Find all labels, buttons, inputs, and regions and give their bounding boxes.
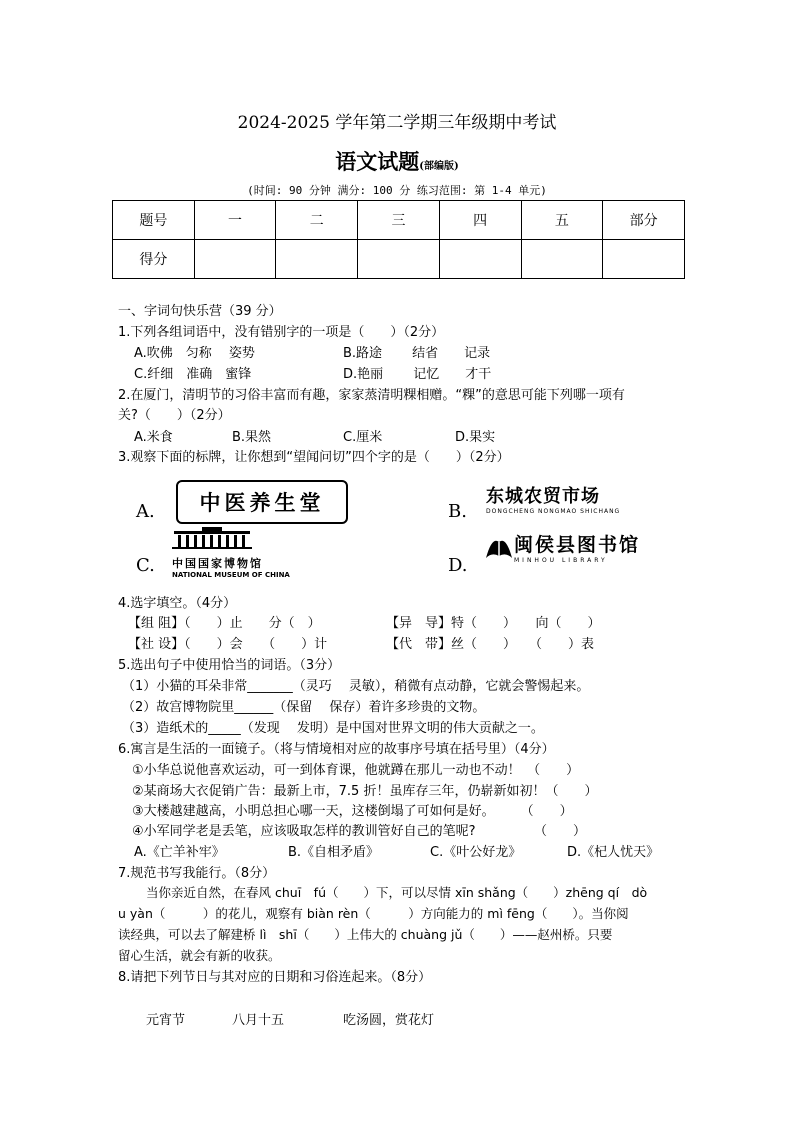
score-blank[interactable] [603,240,685,279]
score-cell: 部分 [603,201,685,240]
q7-paragraph-line1: 当你亲近自然，在春风 chuī fú（ ）下，可以尽情 xīn shǎng（ ）zhēng qí dò [146,885,648,900]
q4-line2a: 【社 设】（ ）会 （ ）计 [128,637,328,652]
library-sign-image [484,530,662,564]
q2-stem-cont: 关?（ ）（2分） [118,408,231,423]
market-sign-text: 东城农贸市场 [486,486,600,507]
tcm-sign-image: 中医养生堂 [176,480,348,524]
score-table-header-row [113,201,685,240]
q7-paragraph-line3: 读经典，可以去了解建桥 lì shī（ ）上伟大的 chuàng jǔ（ ）——赵州桥。只要 [118,927,613,942]
q8-custom: 吃汤圆，赏花灯 [343,1013,435,1028]
subtitle-text: 语文试题 [335,149,420,174]
q1-option-d: D.艳丽 记忆 才干 [343,367,492,382]
q6-option-c: C.《叶公好龙》 [430,845,522,860]
market-sign-pinyin: DONGCHENG NONGMAO SHICHANG [486,508,621,515]
book-icon [484,532,514,562]
q7-paragraph-line2: u yàn（ ）的花儿，观察有 biàn rèn（ ）方向能力的 mì fēng（ ）。当你阅 [118,906,629,921]
q6-item1: ①小华总说他喜欢运动，可一到体育课，他就蹲在那儿一动也不动！ （ ） [132,763,580,778]
museum-sign-image [172,527,316,579]
score-cell: 一 [194,201,276,240]
subtitle-note: (部编版) [419,161,459,172]
q6-item4: ④小军同学老是丢笔，应该吸取怎样的教训管好自己的笔呢? （ ） [132,824,587,839]
section-heading: 一、字词句快乐营（39 分） [118,304,282,319]
q5-stem: 5.选出句子中使用恰当的词语。（3分） [118,658,341,673]
score-cell: 四 [439,201,521,240]
q3-label-a: A. [136,501,155,522]
q2-stem: 2.在厦门，清明节的习俗丰富而有趣，家家蒸清明粿相赠。“粿”的意思可能下列哪一项有 [118,388,625,403]
q8-date: 八月十五 [232,1013,285,1028]
q4-line1a: 【组 阻】（ ）止 分（ ） [128,616,321,631]
q1-stem: 1.下列各组词语中，没有错别字的一项是（ ）（2分） [118,325,445,340]
q4-line1b: 【异 导】特（ ） 向（ ） [386,616,601,631]
library-sign-english: MINHOU LIBRARY [514,557,608,564]
q4-stem: 4.选字填空。（4分） [118,596,237,611]
q3-stem: 3.观察下面的标牌，让你想到“望闻问切”四个字的是（ ）（2分） [118,450,510,465]
score-cell: 五 [521,201,603,240]
score-blank[interactable] [358,240,440,279]
score-blank[interactable] [194,240,276,279]
score-cell: 二 [276,201,358,240]
score-table [112,200,685,279]
exam-subtitle [0,146,794,176]
museum-sign-english: NATIONAL MUSEUM OF CHINA [172,571,290,579]
q6-stem: 6.寓言是生活的一面镜子。（将与情境相对应的故事序号填在括号里）（4分） [118,742,555,757]
museum-sign-text: 中国国家博物馆 [172,557,263,570]
score-cell: 三 [358,201,440,240]
q1-option-c: C.纤细 准确 蜜锋 [134,367,252,382]
score-blank[interactable] [276,240,358,279]
q1-option-a: A.吹佛 匀称 姿势 [134,346,255,361]
q8-festival: 元宵节 [146,1013,186,1028]
q7-stem: 7.规范书写我能行。（8分） [118,866,276,881]
q6-item3: ③大楼越建越高，小明总担心哪一天，这楼倒塌了可如何是好。 （ ） [132,804,573,819]
q7-paragraph-line4: 留心生活，就会有新的收获。 [118,948,281,963]
q6-option-b: B.《自相矛盾》 [288,845,380,860]
score-cell: 题号 [113,201,195,240]
q5-sentence2: （2）故宫博物院里______（保留 保存）着许多珍贵的文物。 [122,700,486,715]
library-sign-text: 闽侯县图书馆 [514,534,641,556]
museum-building-icon [172,527,252,549]
q2-option-a: A.米食 [134,430,173,445]
score-label: 得分 [113,240,195,279]
q3-label-b: B. [448,501,467,522]
q5-sentence3: （3）造纸术的_____（发现 发明）是中国对世界文明的伟大贡献之一。 [122,721,544,736]
score-blank[interactable] [439,240,521,279]
q6-option-d: D.《杞人忧天》 [567,845,660,860]
q6-item2: ②某商场大衣促销广告：最新上市，7.5 折！虽库存三年，仍崭新如初！（ ） [132,784,598,799]
exam-info: (时间: 90 分钟 满分: 100 分 练习范围: 第 1-4 单元) [247,184,547,197]
market-sign-image [486,482,628,515]
q1-option-b: B.路途 结省 记录 [343,346,491,361]
score-blank[interactable] [521,240,603,279]
q6-option-a: A.《亡羊补牢》 [134,845,225,860]
q5-sentence1: （1）小猫的耳朵非常_______（灵巧 灵敏），稍微有点动静，它就会警惕起来。 [122,679,590,694]
q2-option-c: C.厘米 [343,430,383,445]
q2-option-d: D.果实 [455,430,496,445]
q8-stem: 8.请把下列节日与其对应的日期和习俗连起来。（8分） [118,970,432,985]
q2-option-b: B.果然 [232,430,272,445]
q3-label-c: C. [136,555,155,576]
exam-title: 2024-2025 学年第二学期三年级期中考试 [237,113,557,133]
q3-label-d: D. [448,555,468,576]
score-table-score-row [113,240,685,279]
q4-line2b: 【代 带】丝（ ） （ ）表 [386,637,595,652]
